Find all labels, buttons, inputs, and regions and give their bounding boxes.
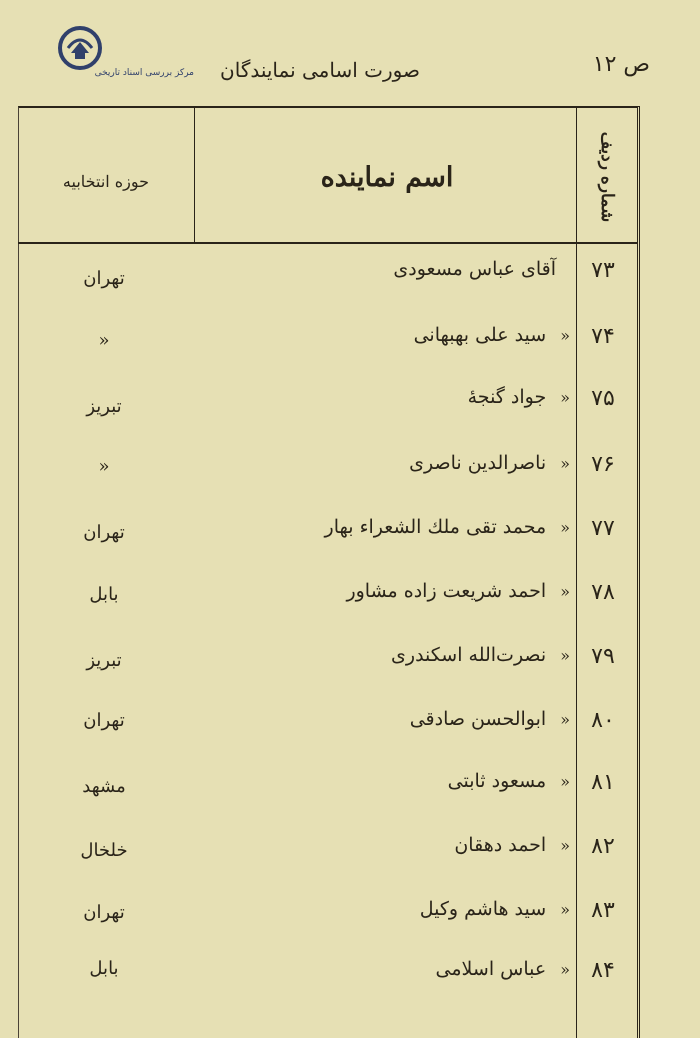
- table-row: [18, 516, 640, 582]
- table-row: [18, 898, 640, 964]
- table-row: [18, 452, 640, 518]
- table-row: [18, 834, 640, 900]
- representative-name: «سید هاشم وکیل: [419, 898, 570, 920]
- electoral-district: تهران: [83, 268, 125, 289]
- page-number: ص ۱۲: [592, 52, 650, 77]
- representative-name: «محمد تقی ملك الشعراء بهار: [324, 516, 570, 538]
- representative-name: «احمد شریعت زاده مشاور: [346, 580, 570, 602]
- column-divider: [194, 106, 195, 242]
- table-row: [18, 770, 640, 836]
- ditto-mark: «: [560, 960, 570, 979]
- row-number: ۸۱: [591, 770, 615, 795]
- row-number: ۷۶: [591, 452, 615, 477]
- row-number: ۸۳: [591, 898, 615, 923]
- representative-name: آقای عباس مسعودی: [190, 258, 570, 280]
- electoral-district: تبریز: [86, 650, 122, 671]
- electoral-district: تهران: [83, 902, 125, 923]
- representative-name: «نصرت‌الله اسکندری: [391, 644, 570, 666]
- row-number: ۸۲: [591, 834, 615, 859]
- row-number: ۸۰: [591, 708, 615, 733]
- ditto-mark: «: [560, 454, 570, 473]
- row-number: ۸۴: [591, 958, 615, 983]
- table-row: [18, 580, 640, 646]
- electoral-district: خلخال: [80, 840, 128, 861]
- table-row: [18, 708, 640, 774]
- row-number: ۷۵: [591, 386, 615, 411]
- electoral-district: تهران: [83, 522, 125, 543]
- ditto-mark: «: [560, 710, 570, 729]
- electoral-district: تهران: [83, 710, 125, 731]
- electoral-district: «: [98, 456, 110, 477]
- electoral-district: مشهد: [82, 776, 126, 797]
- table-row: [18, 644, 640, 710]
- row-number: ۷۸: [591, 580, 615, 605]
- archive-logo-icon: [58, 26, 128, 70]
- row-number: ۷۷: [591, 516, 615, 541]
- electoral-district: تبریز: [86, 396, 122, 417]
- ditto-mark: «: [560, 388, 570, 407]
- representative-name: «سید علی بهبهانی: [413, 324, 570, 346]
- row-number: ۷۴: [591, 324, 615, 349]
- table-row: [18, 958, 640, 1024]
- representative-name: «عباس اسلامی: [435, 958, 570, 980]
- header-divider: [18, 242, 638, 244]
- row-number: ۷۹: [591, 644, 615, 669]
- ditto-mark: «: [560, 326, 570, 345]
- logo-caption: مرکز بررسی اسناد تاریخی: [94, 68, 194, 78]
- electoral-district: «: [98, 330, 110, 351]
- representative-name: «مسعود ثابتی: [447, 770, 570, 792]
- ditto-mark: «: [560, 900, 570, 919]
- representative-name: «ناصرالدین ناصری: [409, 452, 570, 474]
- table-row: [18, 386, 640, 452]
- representative-name: «احمد دهقان: [454, 834, 570, 856]
- table-row: [18, 324, 640, 390]
- ditto-mark: «: [560, 582, 570, 601]
- ditto-mark: «: [560, 772, 570, 791]
- ditto-mark: [556, 260, 570, 279]
- row-number: ۷۳: [591, 258, 615, 283]
- column-header-district: حوزه انتخابیه: [62, 172, 150, 191]
- representative-name: «جواد گنجهٔ: [467, 386, 570, 408]
- column-header-row-number: شماره ردیف: [597, 131, 617, 223]
- ditto-mark: «: [560, 836, 570, 855]
- table-row: [18, 258, 640, 324]
- electoral-district: بابل: [89, 958, 119, 979]
- ditto-mark: «: [560, 518, 570, 537]
- electoral-district: بابل: [89, 584, 119, 605]
- page-title: صورت اسامی نمایندگان: [220, 58, 420, 82]
- column-header-name: اسم نماینده: [320, 162, 454, 193]
- representative-name: «ابوالحسن صادقی: [409, 708, 570, 730]
- ditto-mark: «: [560, 646, 570, 665]
